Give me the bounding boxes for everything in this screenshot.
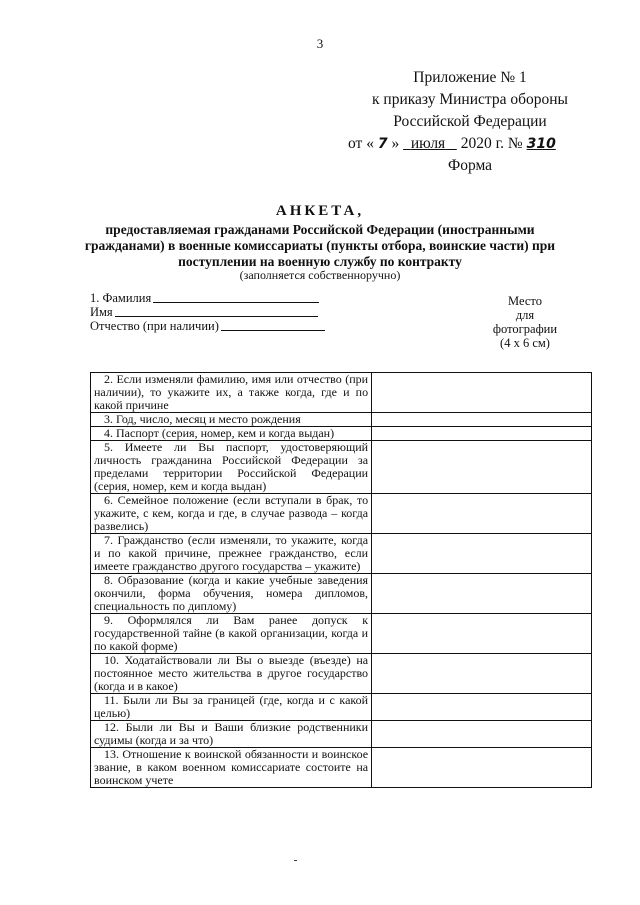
photo-label-3: фотографии [492, 322, 558, 336]
table-row [91, 427, 592, 441]
patronymic-label: Отчество (при наличии) [90, 319, 219, 333]
answer-cell-2[interactable] [372, 373, 592, 413]
surname-label: 1. Фамилия [90, 291, 152, 305]
table-row [91, 373, 592, 413]
order-month: июля [410, 135, 446, 152]
question-8: 8. Образование (когда и какие учебные заведения окончили, форма обучения, номера дипломов, специальность по диплому) [91, 574, 372, 614]
order-day: 7 [377, 136, 388, 152]
scan-mark [294, 860, 297, 861]
answer-cell-3[interactable] [372, 413, 592, 427]
question-6: 6. Семейное положение (если вступали в брак, то укажите, с кем, когда и где, в случае развода – когда развелись) [91, 494, 372, 534]
document-title: АНКЕТА, [275, 203, 365, 219]
answer-cell-5[interactable] [372, 441, 592, 494]
table-row [91, 721, 592, 748]
order-number: 310 [526, 136, 556, 152]
order-date-mid: » [391, 135, 400, 152]
photo-label-4: (4 х 6 см) [500, 336, 550, 350]
photo-placeholder [470, 294, 580, 350]
answer-cell-12[interactable] [372, 721, 592, 748]
surname-row [90, 291, 350, 305]
table-row [91, 694, 592, 721]
answer-cell-9[interactable] [372, 614, 592, 654]
table-row [91, 654, 592, 694]
photo-label-2: для [515, 308, 535, 322]
appendix-line-1: Приложение № 1 [413, 69, 527, 86]
answer-cell-11[interactable] [372, 694, 592, 721]
first-name-field[interactable] [115, 305, 318, 317]
surname-field[interactable] [153, 291, 319, 303]
appendix-header [330, 67, 610, 177]
fill-note: (заполняется собственноручно) [239, 268, 401, 282]
name-fields [90, 291, 350, 333]
first-name-label: Имя [90, 305, 113, 319]
table-row [91, 614, 592, 654]
question-3: 3. Год, число, месяц и место рождения [91, 413, 372, 427]
photo-label-1: Место [508, 294, 542, 308]
first-name-row [90, 305, 350, 319]
question-5: 5. Имеете ли Вы паспорт, удостоверяющий личность гражданина Российской Федерации за пределами территории Российской Федерации (серия, номер, кем и когда выдан) [91, 441, 372, 494]
patronymic-field[interactable] [221, 319, 325, 331]
answer-cell-13[interactable] [372, 748, 592, 788]
answer-cell-10[interactable] [372, 654, 592, 694]
answer-cell-8[interactable] [372, 574, 592, 614]
table-row [91, 494, 592, 534]
question-10: 10. Ходатайствовали ли Вы о выезде (въезде) на постоянное место жительства в другое государство (когда и в какое) [91, 654, 372, 694]
order-date-line [330, 133, 610, 155]
appendix-line-3: Российской Федерации [393, 113, 547, 130]
table-row [91, 534, 592, 574]
question-2: 2. Если изменяли фамилию, имя или отчество (при наличии), то укажите их, а также когда, где и по какой причине [91, 373, 372, 413]
question-7: 7. Гражданство (если изменяли, то укажите, когда и по какой причине, прежнее гражданство, если имеете гражданство другого государства – укажите) [91, 534, 372, 574]
answer-cell-6[interactable] [372, 494, 592, 534]
order-date-prefix: от « [348, 135, 374, 152]
patronymic-row [90, 319, 350, 333]
document-subtitle: предоставляемая гражданами Российской Федерации (иностранными гражданами) в военные комиссариаты (пункты отбора, воинские части) при поступлении на военную службу по контракту [84, 222, 556, 269]
questionnaire-table [90, 372, 592, 788]
table-row [91, 574, 592, 614]
answer-cell-7[interactable] [372, 534, 592, 574]
question-12: 12. Были ли Вы и Ваши близкие родственники судимы (когда и за что) [91, 721, 372, 748]
answer-cell-4[interactable] [372, 427, 592, 441]
question-13: 13. Отношение к воинской обязанности и воинское звание, в каком военном комиссариате состоите на воинском учете [91, 748, 372, 788]
question-11: 11. Были ли Вы за границей (где, когда и с какой целью) [91, 694, 372, 721]
question-9: 9. Оформлялся ли Вам ранее допуск к государственной тайне (в какой организации, когда и по какой форме) [91, 614, 372, 654]
form-label: Форма [447, 157, 493, 174]
page-number: 3 [316, 36, 324, 51]
table-row [91, 413, 592, 427]
question-4: 4. Паспорт (серия, номер, кем и когда выдан) [91, 427, 372, 441]
table-row [91, 748, 592, 788]
table-row [91, 441, 592, 494]
order-year: 2020 г. № [460, 135, 523, 152]
appendix-line-2: к приказу Министра обороны [372, 91, 568, 108]
